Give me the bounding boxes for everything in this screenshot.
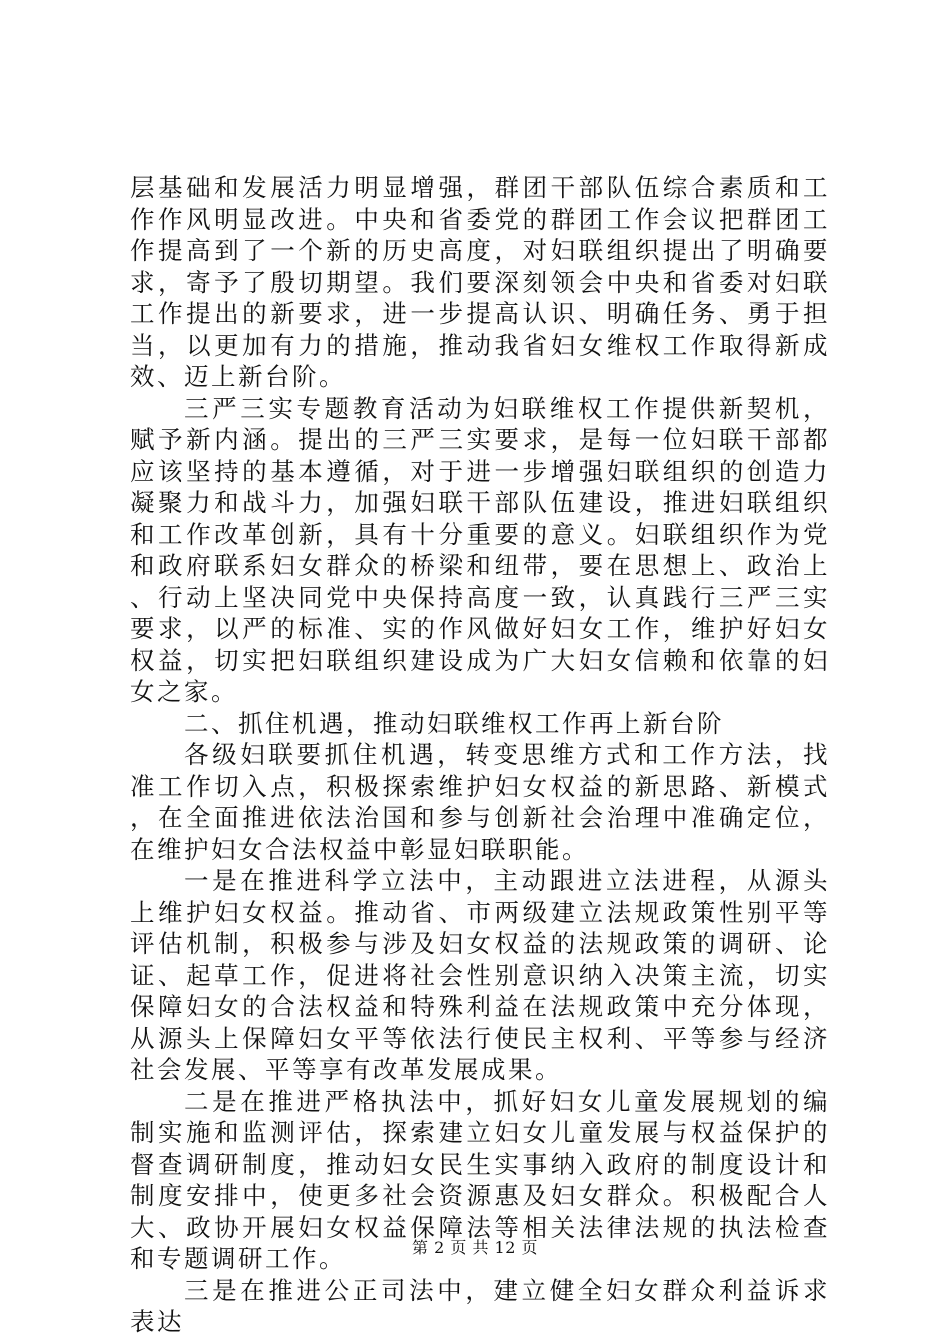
paragraph-1: 层基础和发展活力明显增强，群团干部队伍综合素质和工作作风明显改进。中央和省委党的群团工作会议把群团工作提高到了一个新的历史高度，对妇联组织提出了明确要求，寄予了殷切期望。我们要深刻领会中央和省委对妇联工作提出的新要求，进一步提高认识、明确任务、勇于担当，以更加有力的措施，推动我省妇女维权工作取得新成效、迈上新台阶。 bbox=[130, 173, 830, 391]
paragraph-6: 三是在推进公正司法中，建立健全妇女群众利益诉求表达 bbox=[130, 1275, 830, 1336]
document-body bbox=[130, 172, 830, 1338]
paragraph-5: 二是在推进严格执法中，抓好妇女儿童发展规划的编制实施和监测评估，探索建立妇女儿童发展与权益保护的督查调研制度，推动妇女民生实事纳入政府的制度设计和制度安排中，使更多社会资源惠及妇女群众。积极配合人大、政协开展妇女权益保障法等相关法律法规的执法检查和专题调研工作。 bbox=[130, 1086, 830, 1273]
section-heading: 二、抓住机遇，推动妇联维权工作再上新台阶 bbox=[184, 708, 724, 738]
paragraph-2: 三严三实专题教育活动为妇联维权工作提供新契机，赋予新内涵。提出的三严三实要求，是每一位妇联干部都应该坚持的基本遵循，对于进一步增强妇联组织的创造力凝聚力和战斗力，加强妇联干部队伍建设，推进妇联组织和工作改革创新，具有十分重要的意义。妇联组织作为党和政府联系妇女群众的桥梁和纽带，要在思想上、政治上、行动上坚决同党中央保持高度一致，认真践行三严三实要求，以严的标准、实的作风做好妇女工作，维护好妇女权益，切实把妇联组织建设成为广大妇女信赖和依靠的妇女之家。 bbox=[130, 393, 830, 706]
paragraph-4: 一是在推进科学立法中，主动跟进立法进程，从源头上维护妇女权益。推动省、市两级建立法规政策性别平等评估机制，积极参与涉及妇女权益的法规政策的调研、论证、起草工作，促进将社会性别意识纳入决策主流，切实保障妇女的合法权益和特殊利益在法规政策中充分体现，从源头上保障妇女平等依法行使民主权利、平等参与经济社会发展、平等享有改革发展成果。 bbox=[130, 866, 830, 1084]
page-number-footer: 第 2 页 共 12 页 bbox=[412, 1238, 538, 1257]
paragraph-3: 各级妇联要抓住机遇，转变思维方式和工作方法，找准工作切入点，积极探索维护妇女权益的新思路、新模式，在全面推进依法治国和参与创新社会治理中准确定位，在维护妇女合法权益中彰显妇联职能。 bbox=[130, 740, 830, 864]
